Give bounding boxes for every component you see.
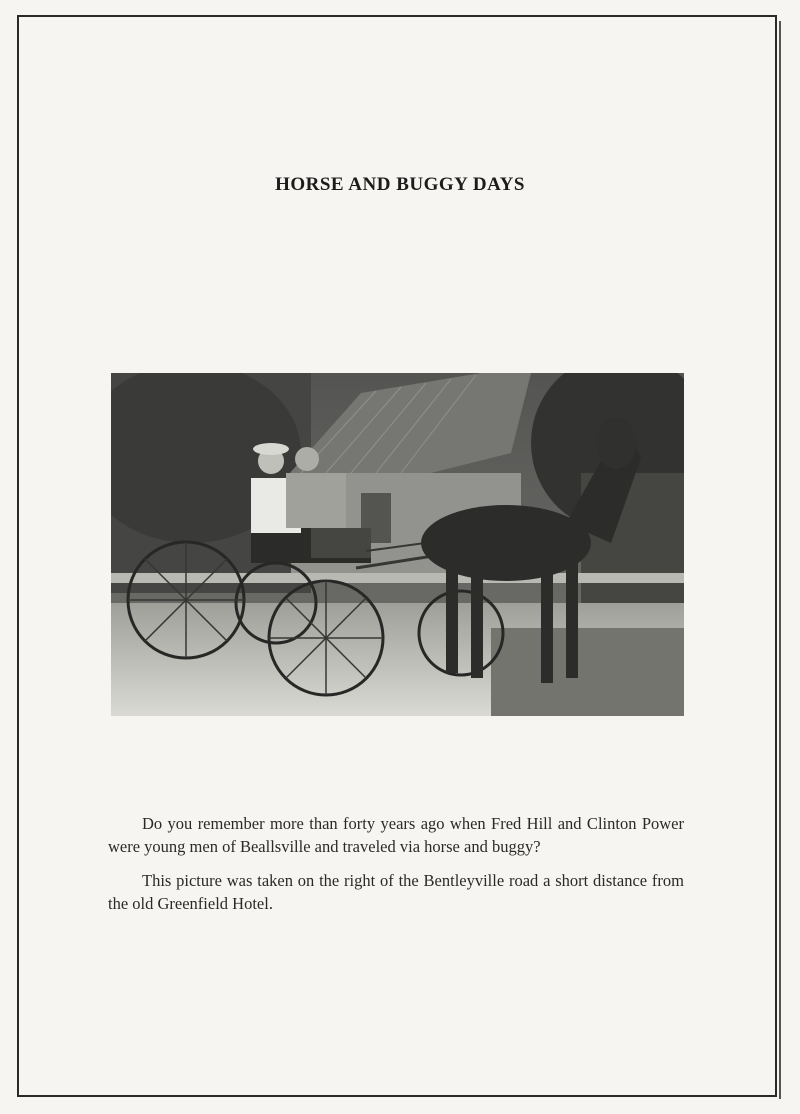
caption-paragraph-1: Do you remember more than forty years ago when Fred Hill and Clinton Power were young men of Beallsville and traveled via horse and buggy? bbox=[108, 814, 684, 856]
caption-paragraph-2: This picture was taken on the right of the Bentleyville road a short distance from the old Greenfield Hotel. bbox=[108, 871, 684, 913]
horse-and-buggy-photo bbox=[111, 373, 684, 716]
caption-text bbox=[108, 812, 684, 926]
page-title: HORSE AND BUGGY DAYS bbox=[275, 174, 525, 195]
